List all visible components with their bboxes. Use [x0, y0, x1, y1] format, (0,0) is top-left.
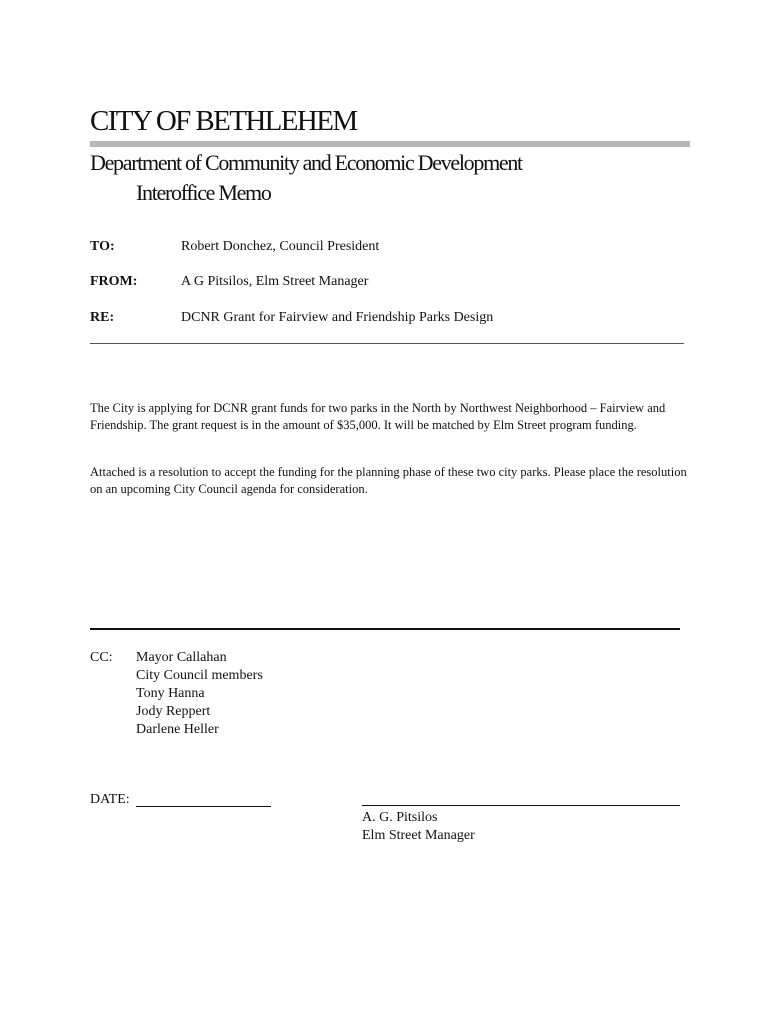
cc-list	[136, 649, 263, 739]
city-title: CITY OF BETHLEHEM	[90, 105, 357, 137]
cc-recipient: Mayor Callahan	[136, 650, 227, 665]
body-paragraph-2: Attached is a resolution to accept the funding for the planning phase of these two city parks. Please place the resolution on an upcoming City Council agenda for consideration.	[90, 465, 687, 496]
cc-label: CC:	[90, 650, 113, 665]
memo-type: Interoffice Memo	[136, 180, 271, 205]
signer-name: A. G. Pitsilos	[362, 810, 438, 825]
department-name: Department of Community and Economic Development	[90, 150, 522, 175]
cc-recipient: Jody Reppert	[136, 704, 211, 719]
from-label: FROM:	[90, 274, 138, 289]
fields-divider	[90, 343, 684, 344]
body-divider	[90, 628, 680, 630]
header-divider	[90, 141, 690, 147]
re-value: DCNR Grant for Fairview and Friendship Parks Design	[181, 310, 494, 325]
cc-recipient: City Council members	[136, 668, 263, 683]
from-value: A G Pitsilos, Elm Street Manager	[181, 274, 369, 289]
re-label: RE:	[90, 310, 115, 325]
to-label: TO:	[90, 239, 115, 254]
cc-recipient: Tony Hanna	[136, 686, 205, 701]
date-blank-line	[136, 806, 271, 807]
signature-line	[362, 805, 680, 806]
to-value: Robert Donchez, Council President	[181, 239, 380, 254]
signer-title: Elm Street Manager	[362, 828, 475, 843]
body-paragraph-1: The City is applying for DCNR grant funds for two parks in the North by Northwest Neighborhood – Fairview and Friendship. The grant request is in the amount of $35,000. It will be matched by Elm Street program funding.	[90, 401, 666, 432]
cc-recipient: Darlene Heller	[136, 722, 219, 737]
date-label: DATE:	[90, 792, 130, 807]
